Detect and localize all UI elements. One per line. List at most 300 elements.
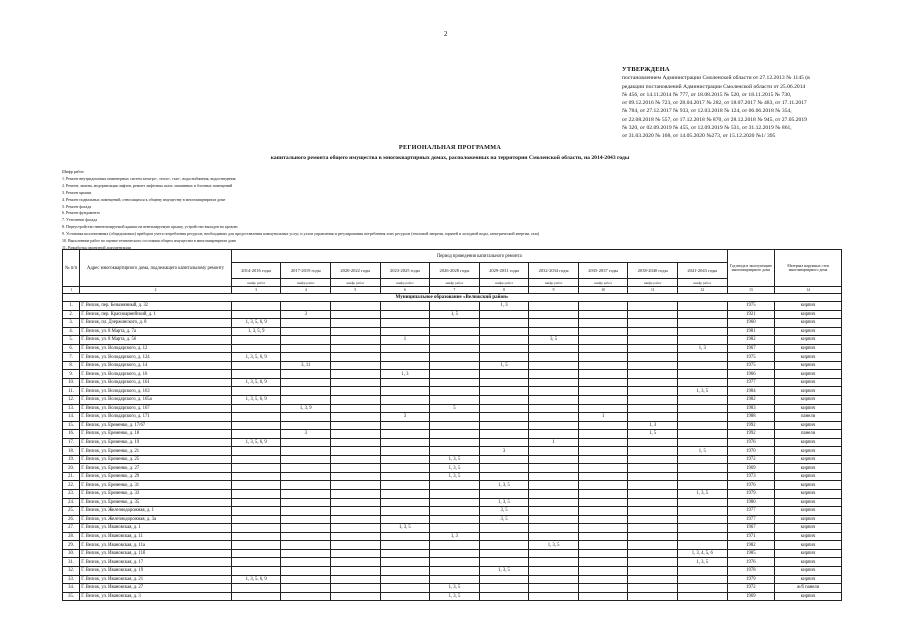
row-address: Г. Велиж, ул. Володарского, д. 165а: [80, 396, 232, 405]
work-code-cell: [231, 541, 281, 550]
work-code-cell: [628, 404, 678, 413]
work-code-cell: [331, 319, 381, 328]
work-code-cell: [479, 404, 529, 413]
work-code-cell: [331, 310, 381, 319]
work-code-cell: [281, 302, 331, 311]
work-code-cell: [231, 549, 281, 558]
work-code-cell: [281, 421, 331, 430]
row-material: кирпич: [775, 541, 842, 550]
work-code-cell: [529, 575, 579, 584]
legend-line: 2. Ремонт, замена, модернизация лифтов, ремонт лифтовых шахт, машинных и блочных помещений: [62, 182, 233, 188]
work-code-header: шифр работ: [677, 279, 727, 287]
work-code-cell: 1: [380, 336, 430, 345]
work-code-header: шифр работ: [430, 279, 480, 287]
row-material: кирпич: [775, 490, 842, 499]
work-code-cell: [479, 472, 529, 481]
work-code-cell: [231, 404, 281, 413]
legend-line: 7. Утепление фасада: [62, 217, 98, 223]
row-year: 1977: [727, 507, 775, 516]
work-code-cell: [380, 378, 430, 387]
approval-line: № 320, от 02.09.2019 № 455, от 12.09.2019 № 531, от 31.12.2019 № 861,: [622, 125, 792, 132]
header-material: Материал наружных стен многоквартирного дома: [775, 250, 842, 287]
work-code-cell: [331, 430, 381, 439]
work-code-cell: [331, 515, 381, 524]
work-code-header: шифр работ: [628, 279, 678, 287]
work-code-cell: [281, 507, 331, 516]
column-number: 10: [578, 287, 628, 294]
table-row: [63, 464, 842, 473]
work-code-cell: [677, 310, 727, 319]
row-number: 10.: [63, 378, 80, 387]
work-code-cell: [281, 327, 331, 336]
work-code-cell: [628, 447, 678, 456]
row-year: 1966: [727, 370, 775, 379]
row-address: Г. Велиж, ул. Ивановская, д. 11а: [80, 541, 232, 550]
work-code-cell: [479, 319, 529, 328]
table-row: [63, 327, 842, 336]
row-material: кирпич: [775, 421, 842, 430]
approval-line: редакции постановлений Администрации Смоленской области от 25.06.2014: [622, 83, 806, 90]
work-code-cell: [578, 507, 628, 516]
work-code-cell: [380, 507, 430, 516]
legend-line: 4. Ремонт подвальных помещений, относящихся к общему имуществу в многоквартирном доме: [62, 196, 226, 202]
table-row: [63, 430, 842, 439]
table-row: [63, 532, 842, 541]
row-year: 1979: [727, 490, 775, 499]
work-code-cell: [331, 438, 381, 447]
work-code-cell: [380, 592, 430, 601]
work-code-cell: [578, 575, 628, 584]
work-code-cell: [529, 549, 579, 558]
work-code-cell: [578, 370, 628, 379]
row-material: кирпич: [775, 558, 842, 567]
work-code-cell: [380, 472, 430, 481]
work-code-cell: [231, 515, 281, 524]
work-code-cell: [578, 532, 628, 541]
work-code-cell: [380, 575, 430, 584]
row-address: Г. Велиж, ул. Володарского, д. 171: [80, 413, 232, 422]
work-code-cell: [430, 336, 480, 345]
work-code-cell: [628, 472, 678, 481]
work-code-cell: [380, 319, 430, 328]
row-year: 1971: [727, 532, 775, 541]
work-code-cell: [677, 319, 727, 328]
row-number: 14.: [63, 413, 80, 422]
row-year: 1975: [727, 361, 775, 370]
work-code-cell: [479, 464, 529, 473]
work-code-cell: [529, 353, 579, 362]
row-year: 1985: [727, 549, 775, 558]
work-code-cell: [281, 524, 331, 533]
work-code-cell: [380, 387, 430, 396]
work-code-cell: [578, 592, 628, 601]
table-row: [63, 387, 842, 396]
work-code-cell: 1, 3, 5: [529, 541, 579, 550]
work-code-cell: 1, 3, 5: [430, 455, 480, 464]
work-code-cell: [628, 327, 678, 336]
period-header: 2032-2034 годы: [529, 263, 579, 279]
work-code-header: шифр работ: [479, 279, 529, 287]
work-code-cell: [231, 455, 281, 464]
approval-text: [622, 74, 894, 140]
table-row: [63, 370, 842, 379]
work-code-cell: [231, 524, 281, 533]
header-address: Адрес многоквартирного дома, подлежащего капитальному ремонту: [80, 250, 232, 287]
work-code-cell: [677, 404, 727, 413]
work-code-cell: [628, 524, 678, 533]
work-code-cell: [281, 558, 331, 567]
work-code-cell: 1, 3, 5: [479, 566, 529, 575]
row-address: Г. Велиж, ул. Еременко, д. 18: [80, 430, 232, 439]
work-code-header: шифр работ: [281, 279, 331, 287]
work-code-cell: [331, 344, 381, 353]
work-code-cell: [529, 515, 579, 524]
work-code-cell: 1, 3, 5: [677, 490, 727, 499]
approval-block: [622, 66, 894, 141]
work-code-cell: 1: [529, 438, 579, 447]
work-code-cell: [479, 310, 529, 319]
row-number: 34.: [63, 584, 80, 593]
work-code-cell: [430, 378, 480, 387]
work-code-cell: [529, 344, 579, 353]
work-code-cell: [479, 455, 529, 464]
work-code-cell: [331, 327, 381, 336]
work-code-cell: [331, 455, 381, 464]
row-address: Г. Велиж, ул. Ивановская, д. 19: [80, 566, 232, 575]
work-code-cell: [529, 413, 579, 422]
row-address: Г. Велиж, ул. Ивановская, д. 3: [80, 592, 232, 601]
work-code-cell: [628, 532, 678, 541]
work-code-cell: [380, 430, 430, 439]
row-address: Г. Велиж, ул. Володарского, д. 124: [80, 353, 232, 362]
work-code-cell: [578, 378, 628, 387]
table-row: [63, 584, 842, 593]
work-code-cell: [331, 592, 381, 601]
row-material: кирпич: [775, 387, 842, 396]
row-number: 18.: [63, 447, 80, 456]
work-code-cell: [578, 310, 628, 319]
work-code-cell: [331, 464, 381, 473]
row-address: Г. Велиж, ул. Еременко, д. 17/67: [80, 421, 232, 430]
work-code-cell: [281, 584, 331, 593]
period-header: 2023-2025 годы: [380, 263, 430, 279]
row-year: 1992: [727, 421, 775, 430]
table-row: [63, 558, 842, 567]
work-code-cell: [231, 302, 281, 311]
row-material: кирпич: [775, 327, 842, 336]
work-code-cell: 1, 3, 5, 9: [231, 327, 281, 336]
table-row: [63, 404, 842, 413]
work-code-cell: [331, 353, 381, 362]
header-period: Период проведения капитального ремонта: [231, 250, 727, 263]
work-code-cell: [231, 421, 281, 430]
work-code-cell: [430, 319, 480, 328]
work-code-cell: 1, 3, 5: [479, 481, 529, 490]
work-code-cell: [430, 396, 480, 405]
work-code-header: шифр работ: [231, 279, 281, 287]
work-code-cell: [578, 344, 628, 353]
table-row: [63, 353, 842, 362]
work-code-cell: [380, 327, 430, 336]
work-code-cell: [380, 455, 430, 464]
legend-line: 9. Установка коллективных (общедомовых) приборов учета потребления ресурсов, необходимых для предоставления коммунальных услуг, и узлов управления и регулирования потребления этих ресурсов (тепловой энергии, горячей и холодной воды, электрической энергии, газа): [62, 231, 540, 237]
work-code-cell: [430, 353, 480, 362]
work-code-cell: 1, 3: [628, 421, 678, 430]
work-code-cell: [281, 490, 331, 499]
work-code-cell: 3: [380, 413, 430, 422]
work-code-cell: [281, 344, 331, 353]
work-code-cell: 1, 5: [479, 361, 529, 370]
work-code-cell: [331, 421, 381, 430]
row-material: кирпич: [775, 447, 842, 456]
row-address: Г. Велиж, ул. Володарского, д. 167: [80, 404, 232, 413]
work-code-cell: [380, 566, 430, 575]
column-number: 2: [80, 287, 232, 294]
work-code-header: шифр работ: [380, 279, 430, 287]
row-address: Г. Велиж, пл. Дзержинского, д. 8: [80, 319, 232, 328]
approval-line: от 22.08.2018 № 557, от 17.12.2018 № 870, от 28.12.2018 № 945, от 27.05.2019: [622, 116, 807, 123]
work-code-cell: 1, 3: [677, 344, 727, 353]
row-address: Г. Велиж, ул. Железнодорожная, д. 1: [80, 507, 232, 516]
row-number: 3.: [63, 319, 80, 328]
table-row: [63, 361, 842, 370]
row-number: 29.: [63, 541, 80, 550]
row-year: 1983: [727, 404, 775, 413]
work-code-cell: [430, 387, 480, 396]
work-code-cell: [231, 566, 281, 575]
legend-line: 3. Ремонт крыши: [62, 189, 92, 195]
work-code-cell: [628, 507, 678, 516]
column-number: 12: [677, 287, 727, 294]
row-address: Г. Велиж, ул. Еременко, д. 31: [80, 481, 232, 490]
row-material: кирпич: [775, 498, 842, 507]
row-material: кирпич: [775, 396, 842, 405]
work-code-cell: [380, 481, 430, 490]
work-code-cell: [578, 447, 628, 456]
row-address: Г. Велиж, ул. Володарского, д. 16: [80, 370, 232, 379]
work-code-cell: 1, 3, 5: [677, 558, 727, 567]
work-code-cell: [578, 404, 628, 413]
work-code-cell: 1, 5: [628, 430, 678, 439]
row-material: кирпич: [775, 524, 842, 533]
work-code-cell: [331, 361, 381, 370]
row-year: 1992: [727, 430, 775, 439]
work-code-cell: [331, 413, 381, 422]
work-code-cell: 3: [479, 447, 529, 456]
work-code-cell: 3: [281, 310, 331, 319]
row-number: 7.: [63, 353, 80, 362]
work-code-cell: 1, 3, 5, 6, 9: [231, 378, 281, 387]
period-header: 2038-2040 годы: [628, 263, 678, 279]
row-number: 9.: [63, 370, 80, 379]
row-year: 1969: [727, 464, 775, 473]
work-code-cell: [628, 575, 678, 584]
work-code-cell: 1, 3, 5, 6, 9: [231, 438, 281, 447]
work-code-cell: [677, 370, 727, 379]
work-code-cell: [231, 472, 281, 481]
work-code-cell: 1, 3: [380, 370, 430, 379]
table-row: [63, 549, 842, 558]
work-code-cell: [628, 336, 678, 345]
column-number: 8: [479, 287, 529, 294]
work-code-cell: [331, 336, 381, 345]
work-code-header: шифр работ: [578, 279, 628, 287]
row-material: панели: [775, 430, 842, 439]
row-number: 27.: [63, 524, 80, 533]
work-code-cell: [578, 455, 628, 464]
table-row: [63, 396, 842, 405]
work-code-cell: [529, 584, 579, 593]
column-number: 4: [281, 287, 331, 294]
work-code-cell: [578, 353, 628, 362]
work-code-cell: [529, 447, 579, 456]
work-code-cell: 1, 3, 5: [479, 498, 529, 507]
row-material: кирпич: [775, 361, 842, 370]
work-code-header: шифр работ: [331, 279, 381, 287]
header-num: № п/п: [63, 250, 80, 287]
work-code-cell: [430, 566, 480, 575]
column-number: 13: [727, 287, 775, 294]
work-code-cell: [628, 344, 678, 353]
work-code-cell: [231, 532, 281, 541]
work-code-cell: [677, 327, 727, 336]
period-header: 2017-2019 годы: [281, 263, 331, 279]
work-code-cell: [231, 387, 281, 396]
work-code-cell: [331, 524, 381, 533]
row-material: кирпич: [775, 515, 842, 524]
row-address: Г. Велиж, ул. Еременко, д. 21: [80, 447, 232, 456]
work-code-cell: [479, 344, 529, 353]
row-material: кирпич: [775, 310, 842, 319]
work-code-cell: [380, 353, 430, 362]
legend-line: 5. Ремонт фасада: [62, 203, 92, 209]
row-year: 1976: [727, 481, 775, 490]
table-row: [63, 575, 842, 584]
row-material: кирпич: [775, 336, 842, 345]
work-code-cell: [281, 336, 331, 345]
work-code-cell: [529, 455, 579, 464]
approval-line: от 31.03.2020 № 168, от 14.05.2020 №273, от 15.12.2020 №1/ 395: [622, 133, 776, 140]
work-code-cell: [578, 498, 628, 507]
work-code-cell: [281, 438, 331, 447]
row-number: 12.: [63, 396, 80, 405]
work-code-cell: [331, 490, 381, 499]
work-code-cell: [380, 584, 430, 593]
work-code-cell: [677, 361, 727, 370]
row-number: 1.: [63, 302, 80, 311]
work-code-cell: [677, 481, 727, 490]
row-year: 1969: [727, 592, 775, 601]
work-code-cell: [578, 327, 628, 336]
work-code-cell: [380, 490, 430, 499]
work-code-cell: [479, 396, 529, 405]
row-year: 1982: [727, 336, 775, 345]
work-code-cell: [578, 396, 628, 405]
row-number: 24.: [63, 498, 80, 507]
row-number: 28.: [63, 532, 80, 541]
row-material: кирпич: [775, 302, 842, 311]
work-code-cell: [380, 464, 430, 473]
table-row: [63, 524, 842, 533]
work-code-cell: [281, 575, 331, 584]
table-row: [63, 378, 842, 387]
work-code-cell: [281, 481, 331, 490]
work-code-header: шифр работ: [529, 279, 579, 287]
work-code-cell: 1, 3, 5: [430, 584, 480, 593]
work-code-cell: [231, 310, 281, 319]
column-number: 14: [775, 287, 842, 294]
work-code-cell: 1, 3: [479, 302, 529, 311]
column-number: 9: [529, 287, 579, 294]
work-code-cell: [430, 302, 480, 311]
work-code-cell: [281, 592, 331, 601]
work-code-cell: [479, 438, 529, 447]
row-material: кирпич: [775, 472, 842, 481]
row-material: кирпич: [775, 566, 842, 575]
row-material: панели: [775, 413, 842, 422]
work-code-cell: [430, 541, 480, 550]
row-year: 1967: [727, 524, 775, 533]
work-code-cell: [331, 507, 381, 516]
work-code-cell: [380, 498, 430, 507]
work-code-cell: [231, 361, 281, 370]
column-number: 6: [380, 287, 430, 294]
work-code-cell: [430, 515, 480, 524]
work-code-cell: [578, 472, 628, 481]
work-code-cell: [430, 447, 480, 456]
work-code-cell: [628, 361, 678, 370]
work-code-cell: [529, 464, 579, 473]
work-code-cell: [331, 541, 381, 550]
row-year: 1976: [727, 558, 775, 567]
work-code-cell: [677, 430, 727, 439]
work-code-cell: [479, 584, 529, 593]
period-header: 2026-2028 годы: [430, 263, 480, 279]
work-code-cell: [281, 541, 331, 550]
row-address: Г. Велиж, ул. Ивановская, д. 17: [80, 558, 232, 567]
work-code-cell: [479, 430, 529, 439]
row-address: Г. Велиж, ул. Володарского, д. 161: [80, 378, 232, 387]
work-code-cell: [529, 327, 579, 336]
row-number: 8.: [63, 361, 80, 370]
row-address: Г. Велиж, ул. Еременко, д. 19: [80, 438, 232, 447]
work-code-cell: [479, 558, 529, 567]
work-code-cell: [677, 421, 727, 430]
row-material: кирпич: [775, 404, 842, 413]
work-code-cell: [331, 532, 381, 541]
work-code-cell: [529, 507, 579, 516]
work-code-cell: [628, 370, 678, 379]
work-code-cell: 3: [281, 430, 331, 439]
work-code-cell: [331, 549, 381, 558]
work-code-cell: [281, 319, 331, 328]
work-code-cell: [628, 549, 678, 558]
row-year: 1976: [727, 438, 775, 447]
row-year: 1982: [727, 541, 775, 550]
work-code-cell: [628, 490, 678, 499]
work-code-legend: [62, 169, 702, 252]
table-row: [63, 498, 842, 507]
work-code-cell: [677, 515, 727, 524]
work-code-cell: [677, 464, 727, 473]
work-code-cell: 5: [430, 404, 480, 413]
column-number-row: [63, 287, 842, 294]
work-code-cell: 1, 3, 4, 5, 6: [677, 549, 727, 558]
table-row: [63, 310, 842, 319]
work-code-cell: [281, 370, 331, 379]
work-code-cell: [281, 378, 331, 387]
work-code-cell: [479, 592, 529, 601]
